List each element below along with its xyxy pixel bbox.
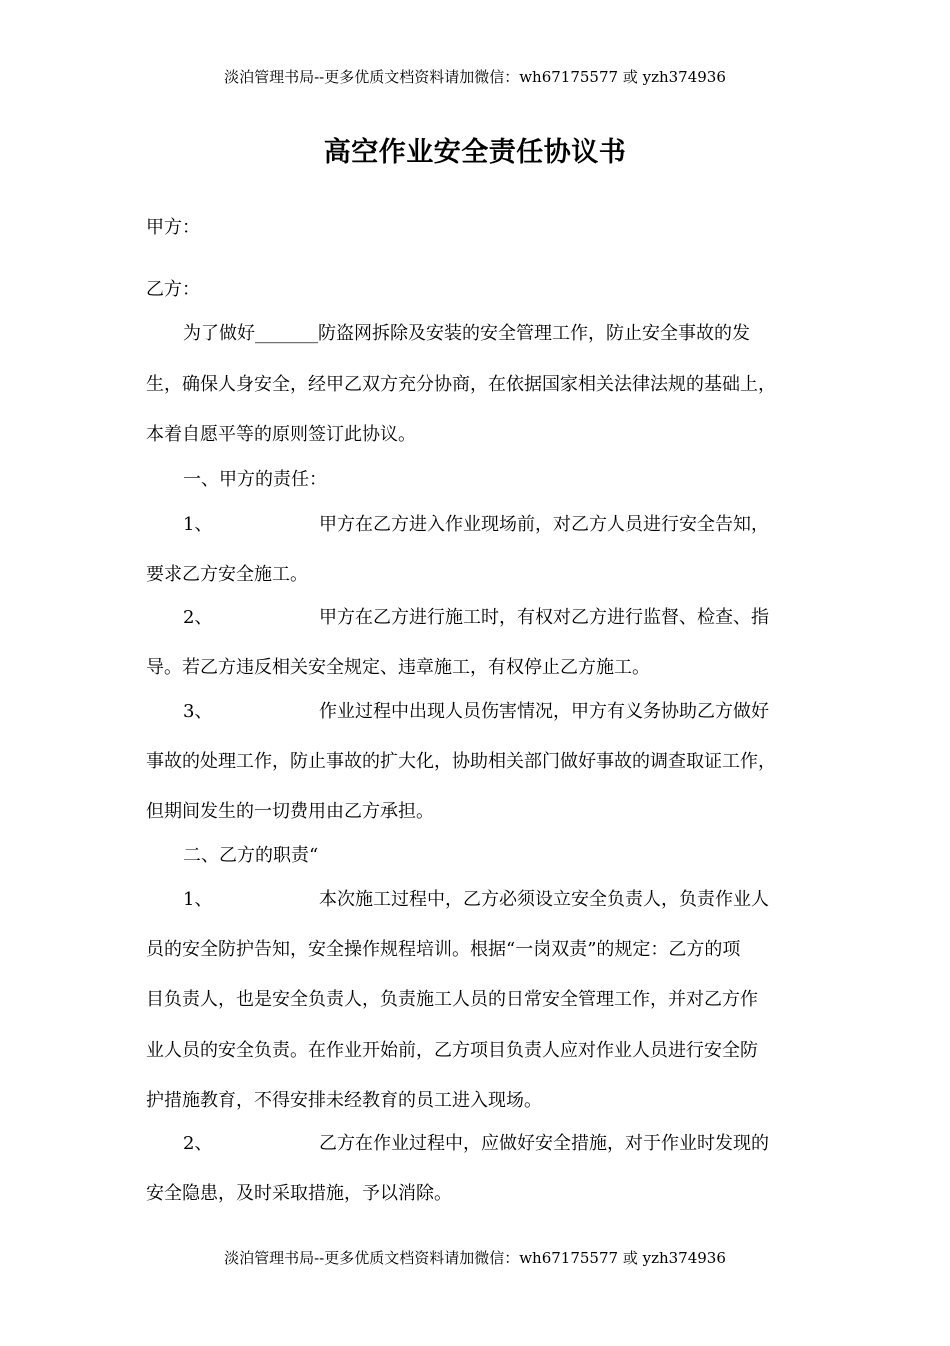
section2-heading: 二、乙方的职责“ (183, 845, 319, 866)
section1-item-3-cont-2: 但期间发生的一切费用由乙方承担。 (146, 801, 434, 822)
section1-item-2 (183, 605, 843, 631)
item-number: 2、 (183, 1133, 213, 1154)
section2-item-1 (183, 887, 843, 913)
party-a-label: 甲方： (146, 217, 200, 238)
section2-item-1-cont-1: 员的安全防护告知，安全操作规程培训。根据“一岗双责”的规定：乙方的项 (146, 939, 741, 960)
section2-item-1-cont-4: 护措施教育，不得安排未经教育的员工进入现场。 (146, 1090, 542, 1111)
section1-item-3-cont-1: 事故的处理工作，防止事故的扩大化，协助相关部门做好事故的调查取证工作， (146, 751, 776, 772)
section2-item-2 (183, 1131, 843, 1157)
item-text: 作业过程中出现人员伤害情况，甲方有义务协助乙方做好 (319, 701, 769, 722)
section1-item-1-cont: 要求乙方安全施工。 (146, 564, 308, 585)
page-footer: 淡泊管理书局--更多优质文档资料请加微信：wh67175577 或 yzh374936 (224, 1249, 726, 1267)
document-title: 高空作业安全责任协议书 (323, 137, 627, 168)
item-number: 1、 (183, 889, 213, 910)
section2-item-1-cont-3: 业人员的安全负责。在作业开始前，乙方项目负责人应对作业人员进行安全防 (146, 1040, 758, 1061)
item-number: 1、 (183, 514, 213, 535)
intro-line-2: 生，确保人身安全，经甲乙双方充分协商，在依据国家相关法律法规的基础上， (146, 374, 776, 395)
item-text: 甲方在乙方进行施工时，有权对乙方进行监督、检查、指 (319, 607, 769, 628)
item-text: 甲方在乙方进入作业现场前，对乙方人员进行安全告知， (319, 514, 769, 535)
page-header: 淡泊管理书局--更多优质文档资料请加微信：wh67175577 或 yzh374936 (224, 68, 726, 86)
item-text: 本次施工过程中，乙方必须设立安全负责人，负责作业人 (319, 889, 769, 910)
section2-item-1-cont-2: 目负责人，也是安全负责人，负责施工人员的日常安全管理工作，并对乙方作 (146, 989, 758, 1010)
section1-item-3 (183, 699, 843, 725)
item-number: 2、 (183, 607, 213, 628)
party-b-label: 乙方： (146, 279, 200, 300)
section1-item-2-cont: 导。若乙方违反相关安全规定、违章施工，有权停止乙方施工。 (146, 657, 650, 678)
section2-item-2-cont: 安全隐患，及时采取措施，予以消除。 (146, 1183, 452, 1204)
intro-line-1: 为了做好_______防盗网拆除及安装的安全管理工作，防止安全事故的发 (183, 323, 750, 344)
item-text: 乙方在作业过程中，应做好安全措施，对于作业时发现的 (319, 1133, 769, 1154)
item-number: 3、 (183, 701, 213, 722)
section1-heading: 一、甲方的责任： (183, 469, 327, 490)
intro-line-3: 本着自愿平等的原则签订此协议。 (146, 424, 416, 445)
section1-item-1 (183, 512, 843, 538)
